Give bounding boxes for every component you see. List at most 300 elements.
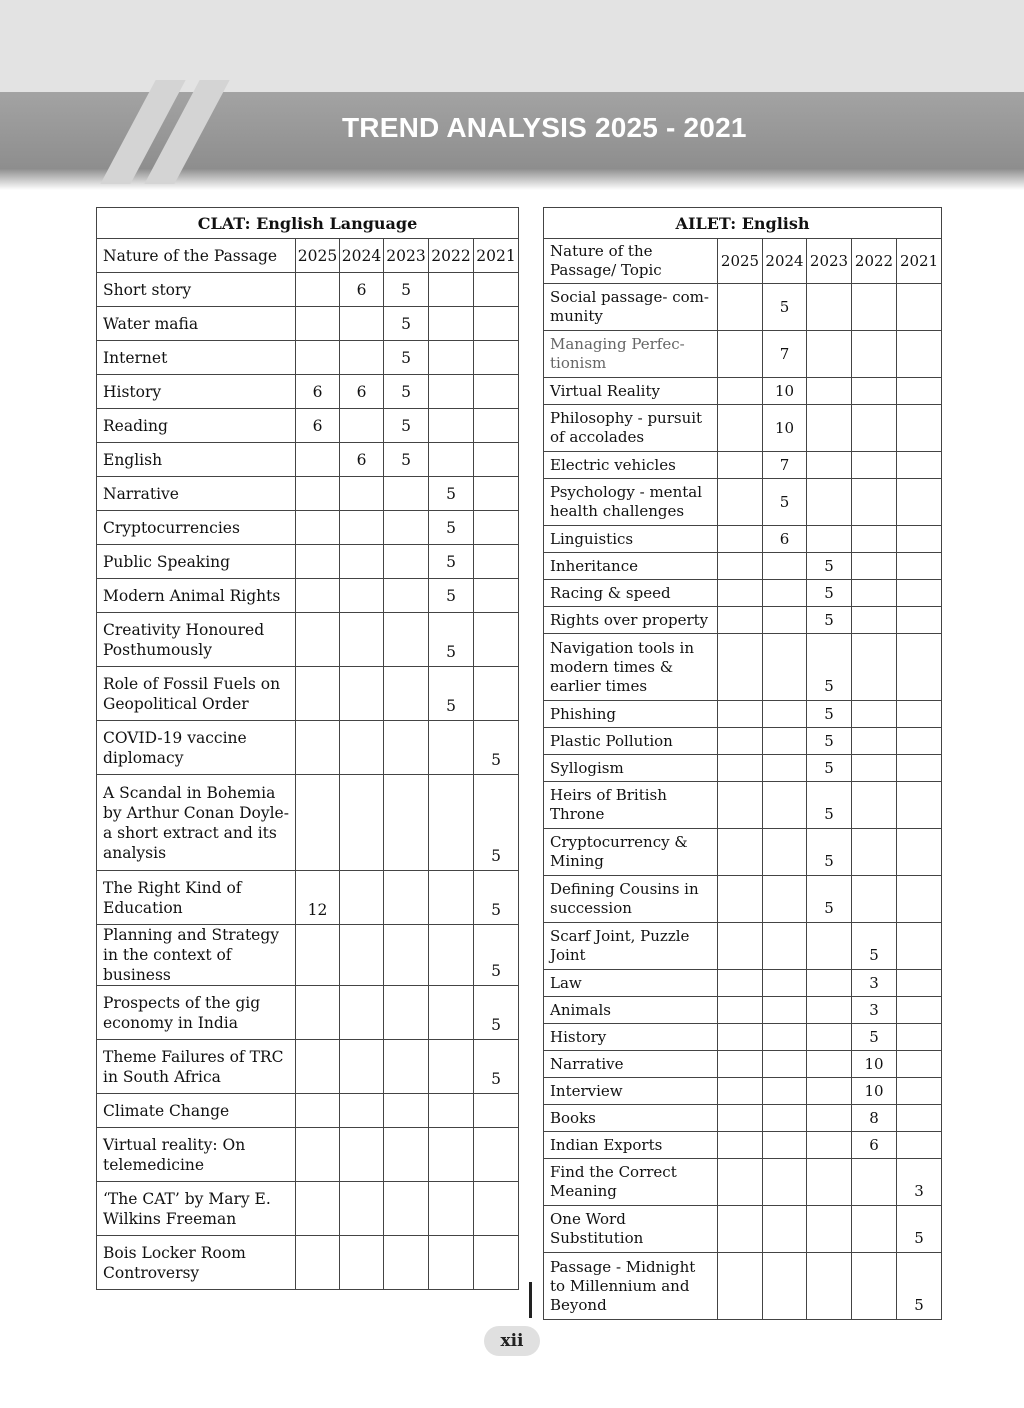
clat-value-cell: 5: [384, 273, 429, 307]
clat-topic-cell: Bois Locker Room Controversy: [97, 1236, 296, 1290]
clat-value-cell: [474, 273, 519, 307]
ailet-value-cell: [897, 1078, 942, 1105]
ailet-value-cell: [718, 1024, 763, 1051]
ailet-value-cell: [718, 1159, 763, 1206]
clat-topic-cell: Prospects of the gig economy in India: [97, 986, 296, 1040]
ailet-topic-cell: Plastic Pollution: [544, 728, 718, 755]
ailet-value-cell: [897, 634, 942, 701]
clat-topic-cell: Internet: [97, 341, 296, 375]
ailet-topic-cell: Interview: [544, 1078, 718, 1105]
clat-column-header-year: 2021: [474, 239, 519, 273]
ailet-table-row: [544, 997, 942, 1024]
ailet-value-cell: [852, 1206, 897, 1253]
ailet-header-row: [544, 239, 942, 284]
ailet-table-row: [544, 1253, 942, 1320]
ailet-value-cell: [718, 607, 763, 634]
ailet-value-cell: [897, 1132, 942, 1159]
ailet-value-cell: [897, 1105, 942, 1132]
ailet-value-cell: 10: [763, 405, 807, 452]
ailet-value-cell: [718, 829, 763, 876]
ailet-value-cell: [718, 1253, 763, 1320]
clat-english-table: [96, 207, 519, 1290]
ailet-value-cell: [718, 634, 763, 701]
clat-value-cell: [384, 986, 429, 1040]
clat-topic-cell: COVID-19 vaccine diplomacy: [97, 721, 296, 775]
clat-topic-cell: ‘The CAT’ by Mary E. Wilkins Freeman: [97, 1182, 296, 1236]
clat-value-cell: [296, 667, 340, 721]
ailet-value-cell: [807, 331, 852, 378]
ailet-value-cell: 5: [807, 829, 852, 876]
clat-table-row: [97, 443, 519, 477]
ailet-value-cell: [807, 923, 852, 970]
clat-value-cell: [384, 1040, 429, 1094]
ailet-value-cell: [763, 607, 807, 634]
ailet-table-row: [544, 728, 942, 755]
ailet-topic-cell: Narrative: [544, 1051, 718, 1078]
ailet-value-cell: 5: [763, 479, 807, 526]
ailet-value-cell: [852, 479, 897, 526]
ailet-value-cell: [852, 755, 897, 782]
clat-table-row: [97, 667, 519, 721]
ailet-value-cell: [897, 378, 942, 405]
ailet-value-cell: [852, 452, 897, 479]
clat-value-cell: [429, 443, 474, 477]
ailet-value-cell: [763, 1159, 807, 1206]
ailet-table-row: [544, 526, 942, 553]
clat-value-cell: [340, 1128, 384, 1182]
clat-header-row: [97, 239, 519, 273]
clat-topic-cell: Climate Change: [97, 1094, 296, 1128]
ailet-table-row: [544, 1105, 942, 1132]
clat-value-cell: [429, 375, 474, 409]
clat-column-header-year: 2024: [340, 239, 384, 273]
ailet-topic-cell: Phishing: [544, 701, 718, 728]
clat-value-cell: [474, 1182, 519, 1236]
ailet-value-cell: [852, 607, 897, 634]
ailet-value-cell: 3: [852, 970, 897, 997]
clat-table-row: [97, 273, 519, 307]
ailet-value-cell: [897, 1024, 942, 1051]
ailet-value-cell: [763, 755, 807, 782]
clat-value-cell: [474, 579, 519, 613]
clat-topic-cell: Role of Fossil Fuels on Geopolitical Order: [97, 667, 296, 721]
clat-value-cell: 6: [296, 409, 340, 443]
clat-value-cell: [340, 477, 384, 511]
ailet-value-cell: [718, 701, 763, 728]
ailet-value-cell: [718, 782, 763, 829]
ailet-value-cell: [807, 526, 852, 553]
ailet-table-row: [544, 782, 942, 829]
clat-value-cell: [340, 307, 384, 341]
ailet-value-cell: 5: [807, 634, 852, 701]
ailet-column-header-year: 2022: [852, 239, 897, 284]
ailet-value-cell: [897, 479, 942, 526]
clat-value-cell: [429, 341, 474, 375]
clat-value-cell: [296, 477, 340, 511]
clat-value-cell: [429, 986, 474, 1040]
ailet-topic-cell: Managing Perfec-tionism: [544, 331, 718, 378]
clat-value-cell: [429, 1094, 474, 1128]
clat-value-cell: [340, 721, 384, 775]
clat-value-cell: [296, 511, 340, 545]
ailet-value-cell: 5: [807, 728, 852, 755]
ailet-value-cell: [718, 553, 763, 580]
ailet-value-cell: [718, 479, 763, 526]
clat-value-cell: [384, 1094, 429, 1128]
page-number: xii: [484, 1326, 540, 1356]
clat-value-cell: 5: [474, 1040, 519, 1094]
clat-value-cell: [474, 1128, 519, 1182]
ailet-value-cell: [807, 1253, 852, 1320]
ailet-topic-cell: Defining Cousins in succession: [544, 876, 718, 923]
ailet-value-cell: [852, 331, 897, 378]
ailet-table-row: [544, 876, 942, 923]
clat-table-row: [97, 1094, 519, 1128]
ailet-value-cell: [807, 1024, 852, 1051]
clat-table-row: [97, 613, 519, 667]
ailet-value-cell: [807, 284, 852, 331]
clat-value-cell: 5: [384, 375, 429, 409]
clat-table-row: [97, 477, 519, 511]
top-band: [0, 0, 1024, 92]
ailet-value-cell: 5: [852, 1024, 897, 1051]
ailet-table-row: [544, 607, 942, 634]
ailet-topic-cell: Find the Correct Meaning: [544, 1159, 718, 1206]
clat-topic-cell: Virtual reality: On telemedicine: [97, 1128, 296, 1182]
ailet-value-cell: [852, 378, 897, 405]
ailet-value-cell: [897, 701, 942, 728]
ailet-topic-cell: Inheritance: [544, 553, 718, 580]
clat-value-cell: [429, 925, 474, 986]
clat-value-cell: [340, 1236, 384, 1290]
ailet-value-cell: [763, 1078, 807, 1105]
clat-value-cell: [296, 1182, 340, 1236]
clat-value-cell: 5: [474, 871, 519, 925]
clat-value-cell: [429, 871, 474, 925]
ailet-value-cell: [852, 553, 897, 580]
ailet-table-row: [544, 1132, 942, 1159]
clat-value-cell: [340, 409, 384, 443]
ailet-value-cell: [718, 728, 763, 755]
ailet-value-cell: 8: [852, 1105, 897, 1132]
ailet-value-cell: [807, 1051, 852, 1078]
ailet-value-cell: 5: [807, 876, 852, 923]
clat-value-cell: [340, 579, 384, 613]
ailet-table-row: [544, 1159, 942, 1206]
ailet-value-cell: [807, 1159, 852, 1206]
clat-value-cell: [296, 443, 340, 477]
clat-topic-cell: Modern Animal Rights: [97, 579, 296, 613]
ailet-topic-cell: Cryptocurrency & Mining: [544, 829, 718, 876]
ailet-topic-cell: Books: [544, 1105, 718, 1132]
ailet-value-cell: [718, 997, 763, 1024]
ailet-topic-cell: Rights over property: [544, 607, 718, 634]
ailet-value-cell: [718, 876, 763, 923]
ailet-value-cell: [852, 1159, 897, 1206]
ailet-topic-cell: Indian Exports: [544, 1132, 718, 1159]
ailet-value-cell: 5: [807, 607, 852, 634]
ailet-value-cell: [763, 997, 807, 1024]
ailet-value-cell: [763, 1024, 807, 1051]
ailet-table-row: [544, 378, 942, 405]
ailet-topic-cell: Law: [544, 970, 718, 997]
ailet-value-cell: [897, 526, 942, 553]
ailet-value-cell: [852, 829, 897, 876]
clat-value-cell: [429, 1040, 474, 1094]
clat-value-cell: [384, 613, 429, 667]
ailet-value-cell: 3: [897, 1159, 942, 1206]
ailet-value-cell: 7: [763, 452, 807, 479]
clat-value-cell: [474, 477, 519, 511]
clat-value-cell: [384, 1128, 429, 1182]
clat-table-row: [97, 1236, 519, 1290]
clat-topic-cell: History: [97, 375, 296, 409]
ailet-table-row: [544, 829, 942, 876]
clat-column-header-topic: Nature of the Passage: [97, 239, 296, 273]
clat-value-cell: [429, 307, 474, 341]
clat-table-row: [97, 721, 519, 775]
clat-table-row: [97, 925, 519, 986]
clat-value-cell: 6: [340, 375, 384, 409]
clat-value-cell: [429, 273, 474, 307]
ailet-value-cell: [897, 553, 942, 580]
ailet-value-cell: [718, 923, 763, 970]
clat-value-cell: [340, 1040, 384, 1094]
clat-value-cell: [340, 341, 384, 375]
ailet-column-header-year: 2025: [718, 239, 763, 284]
ailet-value-cell: 5: [897, 1206, 942, 1253]
clat-value-cell: [340, 545, 384, 579]
ailet-table-row: [544, 405, 942, 452]
clat-value-cell: [384, 511, 429, 545]
ailet-value-cell: 5: [897, 1253, 942, 1320]
clat-value-cell: [384, 1236, 429, 1290]
ailet-value-cell: 5: [807, 782, 852, 829]
clat-value-cell: [340, 511, 384, 545]
clat-value-cell: 5: [429, 511, 474, 545]
ailet-value-cell: [718, 331, 763, 378]
ailet-value-cell: [763, 923, 807, 970]
clat-table-row: [97, 307, 519, 341]
page-title: TREND ANALYSIS 2025 - 2021: [342, 112, 747, 143]
ailet-value-cell: [897, 580, 942, 607]
ailet-topic-cell: One Word Substitution: [544, 1206, 718, 1253]
ailet-value-cell: [897, 452, 942, 479]
clat-value-cell: 5: [429, 613, 474, 667]
ailet-value-cell: [718, 755, 763, 782]
clat-table-row: [97, 341, 519, 375]
ailet-table-row: [544, 580, 942, 607]
ailet-value-cell: [763, 970, 807, 997]
clat-value-cell: [474, 375, 519, 409]
ailet-value-cell: [718, 1078, 763, 1105]
ailet-value-cell: [852, 782, 897, 829]
ailet-topic-cell: Racing & speed: [544, 580, 718, 607]
clat-value-cell: 5: [384, 341, 429, 375]
ailet-value-cell: [897, 923, 942, 970]
ailet-value-cell: [852, 405, 897, 452]
ailet-value-cell: 10: [763, 378, 807, 405]
ailet-value-cell: 5: [807, 755, 852, 782]
ailet-value-cell: [807, 452, 852, 479]
ailet-value-cell: [763, 553, 807, 580]
clat-value-cell: [429, 409, 474, 443]
ailet-table-row: [544, 331, 942, 378]
clat-value-cell: [340, 1094, 384, 1128]
clat-value-cell: [340, 775, 384, 871]
clat-table-row: [97, 1040, 519, 1094]
clat-topic-cell: The Right Kind of Education: [97, 871, 296, 925]
ailet-topic-cell: Psychology - mental health challenges: [544, 479, 718, 526]
ailet-value-cell: [807, 405, 852, 452]
clat-value-cell: [340, 1182, 384, 1236]
clat-value-cell: [429, 775, 474, 871]
clat-value-cell: [296, 1040, 340, 1094]
ailet-value-cell: [718, 1132, 763, 1159]
clat-topic-cell: A Scandal in Bohemia by Arthur Conan Doyle- a short extract and its analysis: [97, 775, 296, 871]
clat-value-cell: [340, 925, 384, 986]
ailet-value-cell: [763, 728, 807, 755]
clat-value-cell: [474, 1236, 519, 1290]
clat-value-cell: 5: [474, 775, 519, 871]
ailet-topic-cell: Animals: [544, 997, 718, 1024]
ailet-value-cell: [763, 782, 807, 829]
ailet-value-cell: [763, 1253, 807, 1320]
ailet-value-cell: 6: [763, 526, 807, 553]
clat-value-cell: 5: [429, 667, 474, 721]
ailet-table-row: [544, 479, 942, 526]
clat-value-cell: [296, 721, 340, 775]
clat-value-cell: [429, 1128, 474, 1182]
ailet-topic-cell: Linguistics: [544, 526, 718, 553]
ailet-table-row: [544, 634, 942, 701]
clat-value-cell: [474, 545, 519, 579]
ailet-value-cell: [897, 997, 942, 1024]
ailet-value-cell: [807, 479, 852, 526]
clat-value-cell: [474, 511, 519, 545]
ailet-value-cell: [718, 284, 763, 331]
ailet-table-row: [544, 755, 942, 782]
clat-topic-cell: Water mafia: [97, 307, 296, 341]
ailet-value-cell: 5: [807, 580, 852, 607]
clat-value-cell: 5: [384, 409, 429, 443]
ailet-value-cell: 5: [807, 701, 852, 728]
ailet-value-cell: [897, 782, 942, 829]
clat-value-cell: [474, 341, 519, 375]
clat-value-cell: [474, 1094, 519, 1128]
ailet-english-table: [543, 207, 942, 1320]
clat-value-cell: [296, 545, 340, 579]
ailet-value-cell: [852, 701, 897, 728]
ailet-column-header-year: 2021: [897, 239, 942, 284]
ailet-value-cell: [718, 526, 763, 553]
clat-value-cell: [429, 1182, 474, 1236]
clat-value-cell: [296, 1094, 340, 1128]
ailet-value-cell: [763, 1051, 807, 1078]
clat-value-cell: [296, 925, 340, 986]
clat-value-cell: [429, 1236, 474, 1290]
clat-topic-cell: Planning and Strategy in the context of business: [97, 925, 296, 986]
ailet-value-cell: [718, 1206, 763, 1253]
ailet-value-cell: [897, 1051, 942, 1078]
clat-value-cell: [384, 545, 429, 579]
clat-value-cell: [384, 667, 429, 721]
ailet-value-cell: [763, 829, 807, 876]
clat-table-row: [97, 871, 519, 925]
ailet-value-cell: [718, 452, 763, 479]
clat-table-title: CLAT: English Language: [97, 208, 519, 239]
ailet-topic-cell: Heirs of British Throne: [544, 782, 718, 829]
column-divider: [529, 1282, 532, 1318]
clat-topic-cell: Short story: [97, 273, 296, 307]
ailet-value-cell: [897, 970, 942, 997]
ailet-topic-cell: Electric vehicles: [544, 452, 718, 479]
ailet-value-cell: [897, 755, 942, 782]
clat-value-cell: [474, 443, 519, 477]
ailet-value-cell: [897, 829, 942, 876]
ailet-value-cell: 6: [852, 1132, 897, 1159]
ailet-value-cell: [807, 997, 852, 1024]
clat-value-cell: [296, 341, 340, 375]
clat-topic-cell: English: [97, 443, 296, 477]
ailet-value-cell: [852, 876, 897, 923]
ailet-value-cell: 5: [763, 284, 807, 331]
clat-table-row: [97, 775, 519, 871]
ailet-value-cell: [852, 728, 897, 755]
ailet-table-row: [544, 1206, 942, 1253]
clat-topic-cell: Narrative: [97, 477, 296, 511]
ailet-value-cell: [852, 634, 897, 701]
clat-value-cell: [384, 1182, 429, 1236]
ailet-value-cell: [718, 970, 763, 997]
clat-value-cell: [340, 871, 384, 925]
clat-table-row: [97, 409, 519, 443]
clat-value-cell: [429, 721, 474, 775]
ailet-value-cell: 7: [763, 331, 807, 378]
ailet-topic-cell: Virtual Reality: [544, 378, 718, 405]
clat-table-row: [97, 545, 519, 579]
clat-value-cell: [384, 871, 429, 925]
clat-value-cell: [296, 273, 340, 307]
ailet-value-cell: [807, 1206, 852, 1253]
ailet-topic-cell: Social passage- com-munity: [544, 284, 718, 331]
ailet-value-cell: [763, 1206, 807, 1253]
clat-table-row: [97, 1182, 519, 1236]
clat-value-cell: 5: [474, 925, 519, 986]
ailet-table-row: [544, 970, 942, 997]
clat-value-cell: [474, 667, 519, 721]
clat-topic-cell: Cryptocurrencies: [97, 511, 296, 545]
clat-column-header-year: 2023: [384, 239, 429, 273]
clat-value-cell: [340, 667, 384, 721]
ailet-table-row: [544, 284, 942, 331]
clat-value-cell: 5: [474, 986, 519, 1040]
clat-value-cell: [474, 409, 519, 443]
clat-value-cell: [296, 1236, 340, 1290]
clat-column-header-year: 2022: [429, 239, 474, 273]
ailet-value-cell: [897, 284, 942, 331]
ailet-column-header-year: 2024: [763, 239, 807, 284]
ailet-table-row: [544, 1051, 942, 1078]
ailet-value-cell: [897, 331, 942, 378]
ailet-value-cell: [852, 580, 897, 607]
clat-value-cell: [296, 1128, 340, 1182]
ailet-value-cell: [852, 284, 897, 331]
ailet-value-cell: [763, 580, 807, 607]
clat-table-row: [97, 375, 519, 409]
ailet-value-cell: [807, 1105, 852, 1132]
ailet-value-cell: 10: [852, 1051, 897, 1078]
